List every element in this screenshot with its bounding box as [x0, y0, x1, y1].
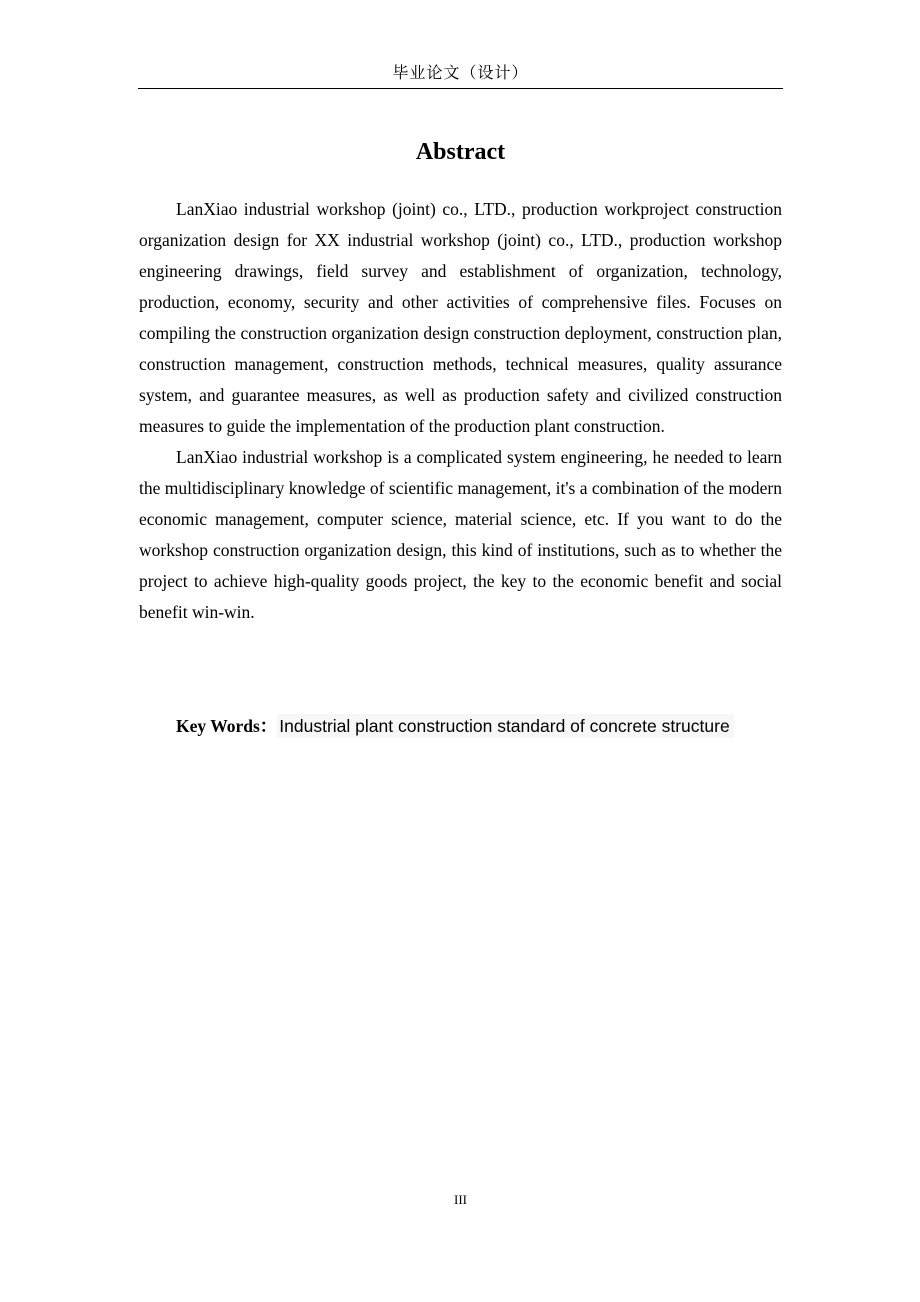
- abstract-title: Abstract: [415, 139, 506, 165]
- abstract-paragraph-2: LanXiao industrial workshop is a complicated system engineering, he needed to learn the multidisciplinary knowledge of scientific management, it's a combination of the modern economic management, computer science, material science, etc. If you want to do the workshop construction organization design, this kind of institutions, such as to whether the project to achieve high-quality goods project, the key to the economic benefit and social benefit win-win.: [139, 447, 782, 622]
- running-header: 毕业论文（设计）: [392, 63, 529, 82]
- keywords-line: [176, 711, 734, 742]
- header-divider: [138, 88, 783, 89]
- abstract-paragraph-1: LanXiao industrial workshop (joint) co., LTD., production workproject construction organization design for XX industrial workshop (joint) co., LTD., production workshop engineering drawings, field survey and establishment of organization, technology, production, economy, security and other activities of comprehensive files. Focuses on compiling the construction organization design construction deployment, construction plan, construction management, construction methods, technical measures, quality assurance system, and guarantee measures, as well as production safety and civilized construction measures to guide the implementation of the production plant construction.: [139, 199, 782, 436]
- page-number: III: [454, 1192, 467, 1207]
- abstract-body: [139, 194, 782, 628]
- keywords-value: Industrial plant construction standard of concrete structure: [277, 714, 733, 738]
- keywords-label: Key Words：: [176, 716, 278, 736]
